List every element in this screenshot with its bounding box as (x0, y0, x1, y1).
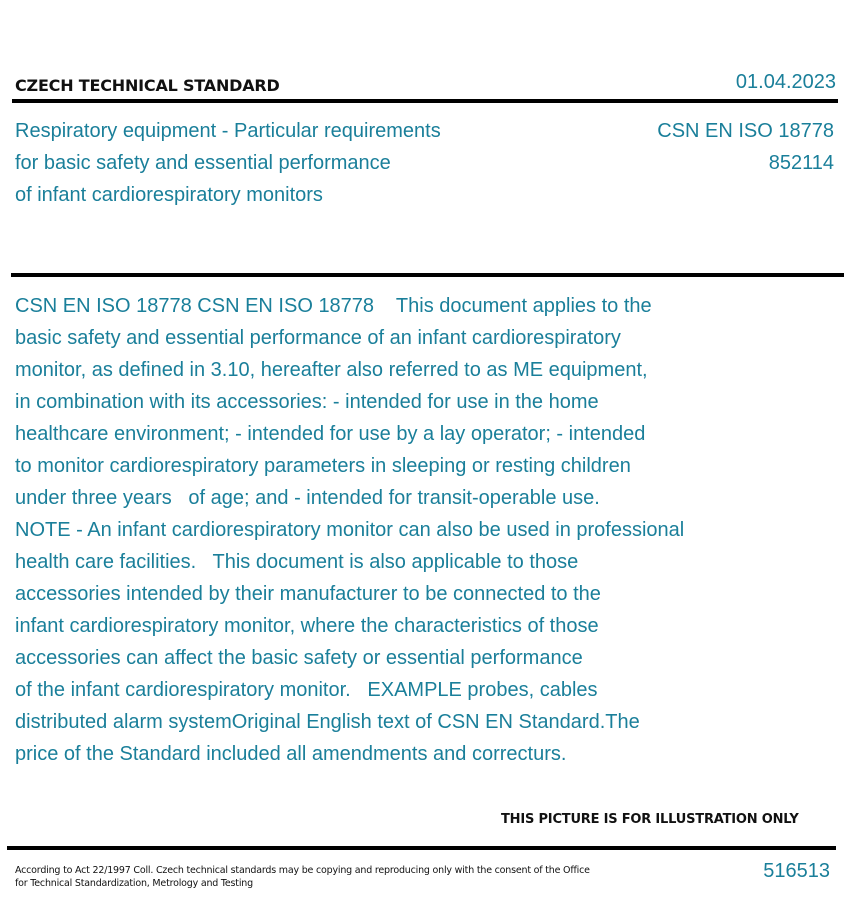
title-line: Respiratory equipment - Particular requirements (15, 120, 441, 142)
header-divider (12, 99, 838, 103)
abstract-line: in combination with its accessories: - intended for use in the home (15, 391, 599, 413)
publication-date: 01.04.2023 (735, 71, 836, 93)
title-line: for basic safety and essential performance (15, 152, 391, 174)
abstract-line: healthcare environment; - intended for use by a lay operator; - intended (15, 423, 646, 445)
abstract-line: distributed alarm systemOriginal English text of CSN EN Standard.The (15, 711, 640, 733)
abstract-line: basic safety and essential performance of an infant cardiorespiratory (15, 327, 621, 349)
legal-line: According to Act 22/1997 Coll. Czech technical standards may be copying and reproducing only with the consent of the Office (15, 865, 590, 876)
standard-abstract (15, 290, 684, 770)
abstract-line: monitor, as defined in 3.10, hereafter also referred to as ME equipment, (15, 359, 648, 381)
title-line: of infant cardiorespiratory monitors (15, 184, 323, 206)
legal-notice (15, 864, 590, 890)
abstract-line: under three years of age; and - intended for transit-operable use. (15, 487, 600, 509)
standard-codes (657, 115, 834, 179)
illustration-disclaimer: THIS PICTURE IS FOR ILLUSTRATION ONLY (501, 812, 799, 827)
abstract-line: CSN EN ISO 18778 CSN EN ISO 18778 This document applies to the (15, 295, 652, 317)
abstract-line: of the infant cardiorespiratory monitor. EXAMPLE probes, cables (15, 679, 598, 701)
abstract-line: accessories can affect the basic safety or essential performance (15, 647, 583, 669)
abstract-line: health care facilities. This document is also applicable to those (15, 551, 579, 573)
footer-divider (7, 846, 836, 850)
document-id: 516513 (763, 860, 830, 882)
legal-line: for Technical Standardization, Metrology and Testing (15, 878, 253, 889)
class-code: 852114 (768, 152, 834, 174)
document-type-label: CZECH TECHNICAL STANDARD (15, 76, 280, 95)
standard-title (15, 115, 441, 211)
abstract-line: NOTE - An infant cardiorespiratory monitor can also be used in professional (15, 519, 685, 541)
abstract-line: price of the Standard included all amendments and correcturs. (15, 743, 567, 765)
abstract-line: infant cardiorespiratory monitor, where the characteristics of those (15, 615, 599, 637)
abstract-line: to monitor cardiorespiratory parameters in sleeping or resting children (15, 455, 631, 477)
title-divider (11, 273, 844, 277)
standard-code: CSN EN ISO 18778 (657, 120, 834, 142)
abstract-line: accessories intended by their manufacturer to be connected to the (15, 583, 601, 605)
